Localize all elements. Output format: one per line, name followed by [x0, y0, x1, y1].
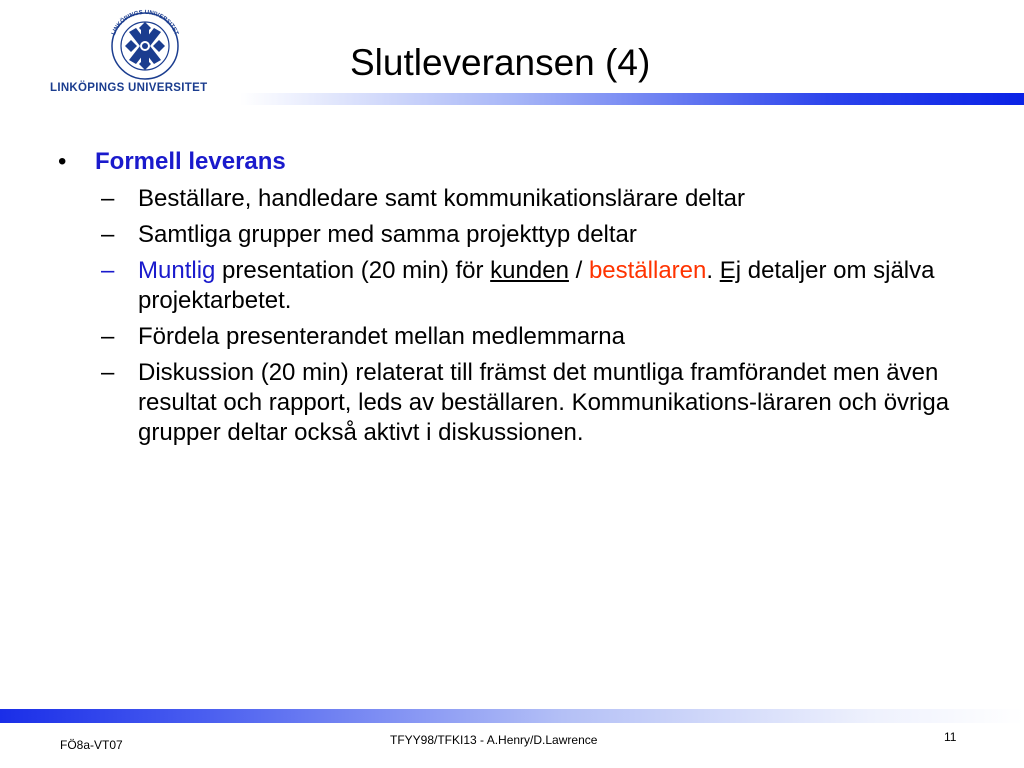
- list-item-text: Fördela presenterandet mellan medlemmarna: [138, 323, 625, 350]
- list-item: [58, 256, 978, 316]
- dash-icon: –: [101, 185, 115, 212]
- university-logo: [50, 8, 240, 96]
- page-number: 11: [944, 730, 957, 744]
- dash-icon: –: [101, 323, 115, 350]
- list-item: [58, 184, 978, 214]
- slide-content: [58, 146, 978, 448]
- logo-ring-text: LINKÖPINGS UNIVERSITET: [111, 9, 179, 37]
- separator-text: /: [568, 257, 589, 284]
- university-emblem-icon: [105, 8, 185, 80]
- detaljer-text: detaljer om själva projektarbetet.: [138, 257, 935, 314]
- bullet-dot-icon: •: [58, 148, 67, 175]
- bullet-formell-leverans: [58, 146, 978, 178]
- list-item: [58, 220, 978, 250]
- university-name: LINKÖPINGS UNIVERSITET: [50, 82, 208, 94]
- list-item-text: Beställare, handledare samt kommunikationslärare deltar: [138, 185, 745, 212]
- list-item: [58, 358, 978, 448]
- list-item: [58, 322, 978, 352]
- bestallaren-text: beställaren: [588, 257, 707, 284]
- kunden-text: kunden: [490, 257, 569, 284]
- slide-title: Slutleveransen (4): [350, 42, 651, 83]
- list-item-text: Samtliga grupper med samma projekttyp deltar: [138, 221, 637, 248]
- period-text: .: [706, 257, 720, 284]
- muntlig-text: Muntlig: [138, 257, 216, 284]
- dash-icon: –: [101, 221, 115, 248]
- footer-gradient-bar: [0, 709, 1024, 723]
- bullet-heading: Formell leverans: [95, 148, 286, 175]
- ej-text: Ej: [719, 257, 742, 284]
- header-gradient-bar: [240, 93, 1024, 105]
- footer-course-code: FÖ8a-VT07: [60, 738, 123, 752]
- dash-icon: –: [101, 257, 115, 284]
- presentation-text: presentation (20 min) för: [215, 257, 491, 284]
- list-item-text: Diskussion (20 min) relaterat till främst det muntliga framförandet men även resultat och rapport, leds av beställaren. Kommunikations-läraren och övriga grupper deltar också aktivt i diskussionen.: [138, 359, 950, 446]
- dash-icon: –: [101, 359, 115, 386]
- footer-authors: TFYY98/TFKI13 - A.Henry/D.Lawrence: [390, 733, 598, 747]
